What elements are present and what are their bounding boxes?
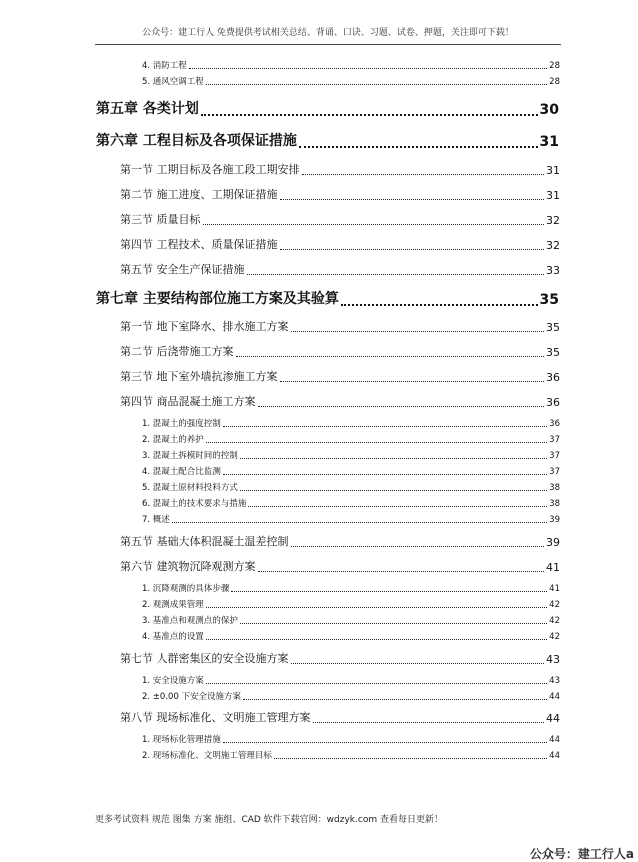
toc-item-7-4-6[interactable] (142, 497, 560, 509)
toc-leader (341, 304, 538, 306)
toc-entry-label: 第五节 基础大体积混凝土温差控制 (120, 535, 289, 548)
toc-entry-label: 第六章 工程目标及各项保证措施 (96, 133, 297, 149)
toc-section-6-4[interactable] (120, 238, 560, 252)
toc-entry-page: 39 (549, 515, 560, 525)
toc-leader (313, 722, 545, 723)
toc-entry-label: 6. 混凝土的技术要求与措施 (142, 499, 247, 509)
toc-entry-label: 5. 通风空调工程 (142, 77, 204, 87)
toc-leader (189, 68, 547, 69)
toc-entry-page: 39 (546, 536, 560, 549)
toc-entry-label: 2. 混凝土的养护 (142, 435, 204, 445)
toc-entry-label: 3. 混凝土拆模时间的控制 (142, 451, 238, 461)
toc-section-6-1[interactable] (120, 163, 560, 177)
toc-entry-label: 第二节 施工进度、工期保证措施 (120, 188, 278, 201)
toc-leader (240, 458, 547, 459)
page-header: 公众号：建工行人 免费提供考试相关总结、背诵、口诀、习题、试卷、押题，关注即可下载！ (95, 25, 561, 45)
toc-chapter-7[interactable] (96, 288, 559, 308)
toc-entry-page: 36 (546, 371, 560, 384)
toc-entry-label: 1. 混凝土的强度控制 (142, 419, 221, 429)
toc-item-7-4-5[interactable] (142, 481, 560, 493)
toc-leader (291, 546, 545, 547)
toc-leader (302, 174, 545, 175)
toc-leader (280, 249, 545, 250)
toc-entry-label: 2. 现场标准化、文明施工管理目标 (142, 751, 272, 761)
toc-entry-label: 4. 消防工程 (142, 61, 187, 71)
toc-leader (206, 607, 547, 608)
toc-item-7-6-4[interactable] (142, 630, 560, 642)
toc-entry-page: 37 (549, 435, 560, 445)
toc-item-7-6-1[interactable] (142, 582, 560, 594)
toc-leader (231, 591, 547, 592)
toc-entry-page: 41 (546, 561, 560, 574)
toc-entry-label: 4. 混凝土配合比监测 (142, 467, 221, 477)
toc-entry-label: 2. ±0.00 下安全设施方案 (142, 692, 242, 702)
toc-entry-page: 30 (539, 102, 559, 118)
toc-entry-label: 第七章 主要结构部位施工方案及其验算 (96, 291, 339, 307)
toc-entry-page: 42 (549, 600, 560, 610)
toc-entry-page: 35 (546, 346, 560, 359)
toc-item-7-4-2[interactable] (142, 433, 560, 445)
toc-entry-label: 2. 观测成果管理 (142, 600, 204, 610)
toc-leader (223, 474, 547, 475)
toc-entry-page: 35 (546, 321, 560, 334)
toc-entry-page: 44 (549, 751, 560, 761)
toc-leader (206, 683, 547, 684)
toc-leader (223, 426, 547, 427)
toc-entry-page: 44 (549, 735, 560, 745)
toc-leader (258, 571, 545, 572)
toc-section-7-7[interactable] (120, 652, 560, 666)
toc-entry-label: 7. 概述 (142, 515, 170, 525)
toc-entry-label: 第四节 工程技术、质量保证措施 (120, 238, 278, 251)
toc-entry-label: 第三节 质量目标 (120, 213, 201, 226)
toc-leader (240, 490, 547, 491)
toc-leader (280, 199, 545, 200)
toc-section-7-8[interactable] (120, 711, 560, 725)
toc-entry-label: 第一节 工期目标及各施工段工期安排 (120, 163, 300, 176)
toc-entry-label: 第八节 现场标准化、文明施工管理方案 (120, 711, 311, 724)
toc-section-7-6[interactable] (120, 560, 560, 574)
toc-item-7-6-2[interactable] (142, 598, 560, 610)
toc-leader (223, 742, 547, 743)
toc-leader (243, 699, 547, 700)
toc-entry-page: 31 (539, 134, 559, 150)
toc-leader (206, 442, 547, 443)
toc-leader (274, 758, 547, 759)
toc-entry-page: 36 (549, 419, 560, 429)
toc-section-7-5[interactable] (120, 535, 560, 549)
toc-leader (206, 84, 547, 85)
toc-entry-page: 31 (546, 189, 560, 202)
toc-entry-page: 38 (549, 499, 560, 509)
toc-entry-label: 4. 基准点的设置 (142, 632, 204, 642)
toc-entry-label: 1. 现场标化管理措施 (142, 735, 221, 745)
toc-item-7-4-3[interactable] (142, 449, 560, 461)
toc-leader (206, 639, 547, 640)
toc-leader (203, 224, 545, 225)
toc-section-7-3[interactable] (120, 370, 560, 384)
toc-item-7-4-1[interactable] (142, 417, 560, 429)
toc-leader (291, 663, 545, 664)
toc-item-7-8-2[interactable] (142, 749, 560, 761)
toc-item-7-7-1[interactable] (142, 674, 560, 686)
toc-leader (248, 506, 547, 507)
toc-entry-page: 41 (549, 584, 560, 594)
toc-entry-page: 42 (549, 632, 560, 642)
toc-leader (240, 623, 547, 624)
toc-entry-page: 35 (539, 292, 559, 308)
toc-entry-page: 31 (546, 164, 560, 177)
toc-entry-label: 3. 基准点和观测点的保护 (142, 616, 238, 626)
toc-entry-label: 第四节 商品混凝土施工方案 (120, 395, 256, 408)
toc-item-7-8-1[interactable] (142, 733, 560, 745)
toc-entry-page: 43 (549, 676, 560, 686)
toc-entry-page: 33 (546, 264, 560, 277)
toc-entry-hvac[interactable] (142, 75, 560, 87)
toc-entry-page: 28 (549, 77, 560, 87)
toc-leader (172, 522, 547, 523)
toc-leader (201, 114, 538, 116)
toc-entry-label: 第六节 建筑物沉降观测方案 (120, 560, 256, 573)
toc-leader (247, 274, 545, 275)
watermark-text: 公众号：建工行人a (529, 847, 634, 861)
toc-chapter-5[interactable] (96, 98, 559, 118)
toc-entry-page: 38 (549, 483, 560, 493)
toc-section-7-1[interactable] (120, 320, 560, 334)
toc-section-6-2[interactable] (120, 188, 560, 202)
toc-leader (236, 356, 545, 357)
toc-section-7-2[interactable] (120, 345, 560, 359)
toc-entry-label: 第二节 后浇带施工方案 (120, 345, 234, 358)
page-footer: 更多考试资料 规范 图集 方案 施组、CAD 软件下载官网：wdzyk.com 查看每日更新！ (95, 815, 443, 825)
toc-section-6-3[interactable] (120, 213, 560, 227)
toc-entry-page: 37 (549, 451, 560, 461)
toc-leader (258, 406, 545, 407)
toc-entry-label: 第一节 地下室降水、排水施工方案 (120, 320, 289, 333)
toc-entry-fire-protection[interactable] (142, 59, 560, 71)
toc-section-6-5[interactable] (120, 263, 560, 277)
toc-entry-page: 42 (549, 616, 560, 626)
toc-entry-label: 5. 混凝土原材料投料方式 (142, 483, 238, 493)
toc-entry-page: 36 (546, 396, 560, 409)
toc-entry-label: 第五节 安全生产保证措施 (120, 263, 245, 276)
toc-item-7-4-4[interactable] (142, 465, 560, 477)
toc-entry-label: 1. 安全设施方案 (142, 676, 204, 686)
toc-entry-page: 44 (549, 692, 560, 702)
toc-section-7-4[interactable] (120, 395, 560, 409)
toc-entry-page: 37 (549, 467, 560, 477)
toc-entry-page: 28 (549, 61, 560, 71)
toc-entry-label: 1. 沉降观测的具体步骤 (142, 584, 230, 594)
toc-entry-page: 44 (546, 712, 560, 725)
toc-chapter-6[interactable] (96, 130, 559, 150)
toc-leader (280, 381, 545, 382)
toc-entry-label: 第三节 地下室外墙抗渗施工方案 (120, 370, 278, 383)
toc-item-7-6-3[interactable] (142, 614, 560, 626)
toc-item-7-7-2[interactable] (142, 690, 560, 702)
toc-entry-label: 第五章 各类计划 (96, 101, 199, 117)
toc-item-7-4-7[interactable] (142, 513, 560, 525)
toc-leader (291, 331, 545, 332)
toc-leader (299, 146, 538, 148)
toc-entry-page: 32 (546, 239, 560, 252)
toc-entry-page: 32 (546, 214, 560, 227)
toc-entry-label: 第七节 人群密集区的安全设施方案 (120, 652, 289, 665)
toc-entry-page: 43 (546, 653, 560, 666)
